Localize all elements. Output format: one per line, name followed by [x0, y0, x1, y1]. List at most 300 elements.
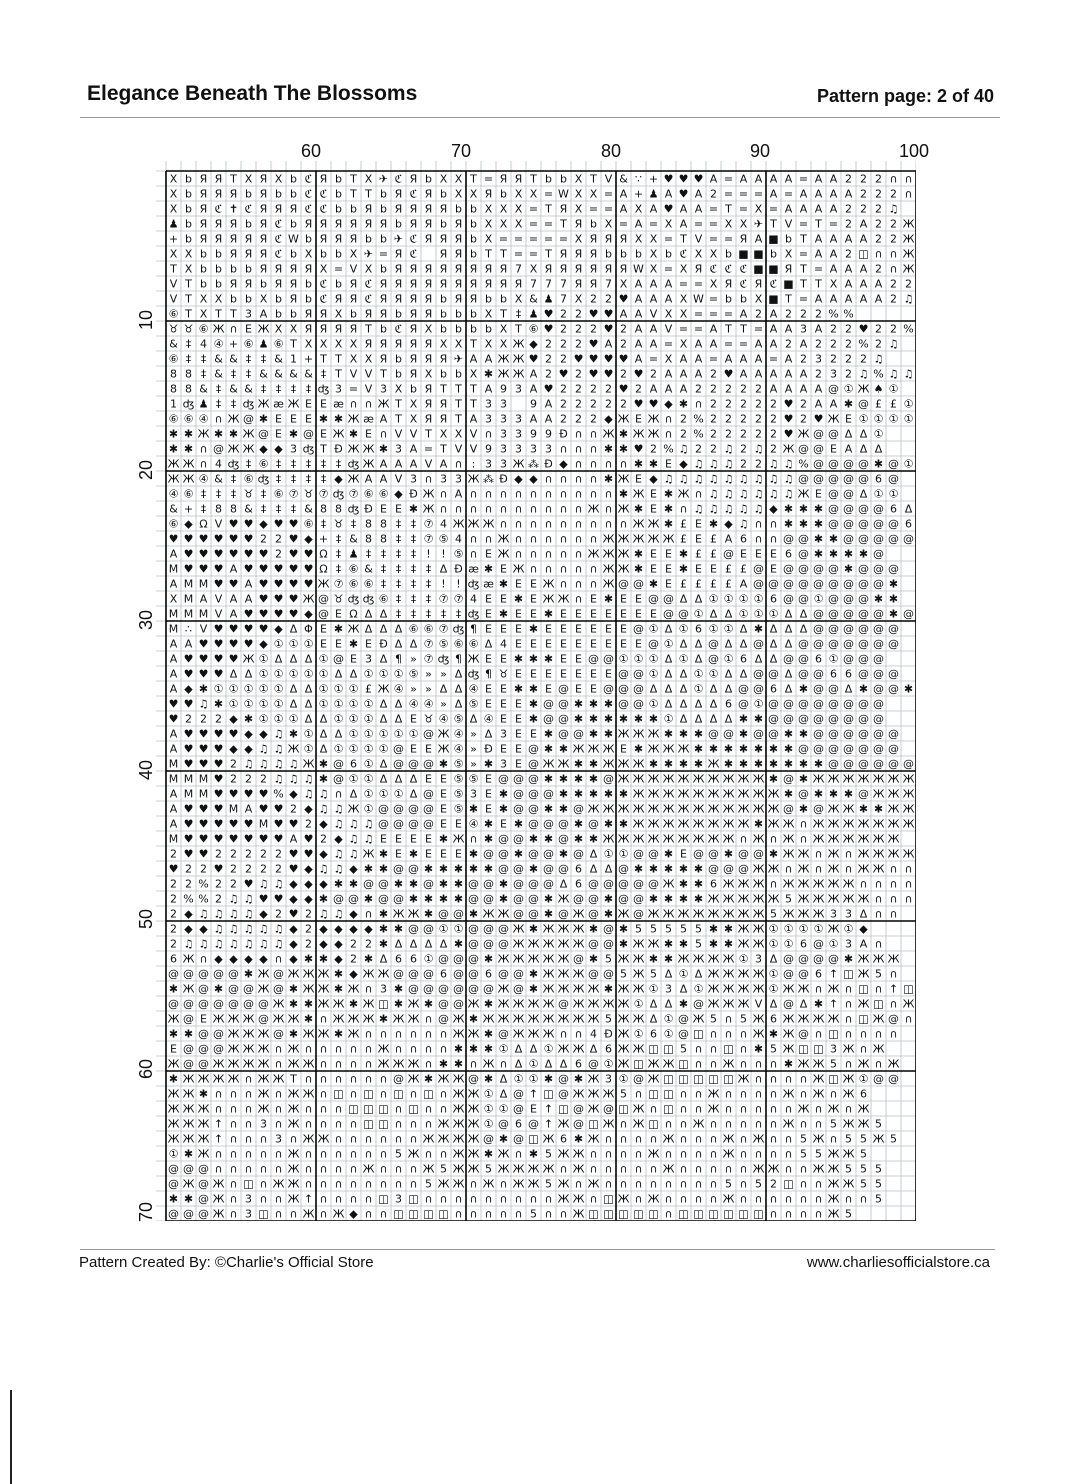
stitch-symbol: & [274, 353, 283, 366]
stitch-symbol: @ [513, 1133, 524, 1146]
stitch-symbol: X [440, 428, 448, 441]
stitch-symbol: ① [724, 623, 734, 636]
stitch-symbol: Я [200, 233, 208, 246]
stitch-symbol: Ж [408, 1073, 420, 1086]
stitch-symbol: ʤ [438, 653, 450, 666]
stitch-symbol: Ж [588, 803, 600, 816]
stitch-symbol: @ [318, 608, 329, 621]
stitch-symbol: Ж [768, 803, 780, 816]
stitch-symbol: @ [573, 848, 584, 861]
stitch-symbol: @ [798, 638, 809, 651]
stitch-symbol: ④ [199, 473, 209, 486]
stitch-symbol: ∩ [379, 1133, 387, 1146]
stitch-symbol: ∩ [679, 1133, 687, 1146]
stitch-symbol: 6 [395, 953, 402, 966]
stitch-symbol: ∩ [379, 1163, 387, 1176]
stitch-symbol: ✱ [589, 713, 598, 726]
stitch-symbol: ① [379, 743, 389, 756]
stitch-symbol: ↑ [544, 1118, 553, 1131]
stitch-symbol: Δ [290, 698, 298, 711]
stitch-symbol: ∩ [484, 428, 492, 441]
stitch-symbol: Δ [485, 728, 493, 741]
stitch-symbol: Δ [410, 773, 418, 786]
stitch-symbol: 6 [710, 878, 717, 891]
stitch-symbol: @ [798, 443, 809, 456]
stitch-symbol: Δ [440, 938, 448, 951]
stitch-symbol: ◆ [259, 728, 268, 741]
stitch-symbol: Ж [573, 1163, 585, 1176]
stitch-symbol: ∩ [484, 503, 492, 516]
stitch-symbol: = [799, 293, 808, 306]
stitch-symbol: @ [888, 638, 899, 651]
stitch-symbol: ✱ [799, 683, 808, 696]
stitch-symbol: & [229, 383, 238, 396]
stitch-symbol: T [379, 368, 387, 381]
stitch-symbol: £ [710, 533, 717, 546]
stitch-symbol: 5 [830, 1058, 837, 1071]
stitch-symbol: ♫ [724, 503, 734, 516]
stitch-symbol: ♥ [199, 548, 209, 561]
stitch-symbol: A [800, 368, 808, 381]
stitch-symbol: ① [709, 593, 719, 606]
stitch-symbol: ✱ [844, 953, 853, 966]
stitch-symbol: Δ [515, 1058, 523, 1071]
stitch-symbol: Ж [768, 818, 780, 831]
stitch-symbol: ① [694, 668, 704, 681]
stitch-symbol: Ж [573, 983, 585, 996]
stitch-symbol: Ж [903, 233, 915, 246]
stitch-symbol: @ [858, 458, 869, 471]
stitch-symbol: Ж [498, 983, 510, 996]
stitch-symbol: ✱ [544, 728, 553, 741]
stitch-symbol: Ж [378, 1058, 390, 1071]
stitch-symbol: Ж [558, 983, 570, 996]
stitch-symbol: ∩ [694, 1193, 702, 1206]
stitch-symbol: ① [334, 698, 344, 711]
stitch-symbol: ♥ [664, 173, 674, 186]
stitch-symbol: E [440, 818, 447, 831]
stitch-symbol: Ж [243, 1043, 255, 1056]
stitch-symbol: ∩ [484, 488, 492, 501]
stitch-symbol: ∩ [454, 1208, 462, 1221]
stitch-symbol: Я [455, 248, 463, 261]
stitch-symbol: E [200, 1013, 207, 1026]
stitch-symbol: ♥ [679, 188, 689, 201]
stitch-symbol: b [305, 278, 312, 291]
stitch-symbol: ⑦ [439, 593, 449, 606]
stitch-symbol: Ж [513, 1178, 525, 1191]
stitch-symbol: ∩ [529, 548, 537, 561]
stitch-symbol: Я [290, 293, 298, 306]
stitch-symbol: @ [603, 938, 614, 951]
stitch-symbol: ✱ [559, 803, 568, 816]
stitch-symbol: ■ [768, 263, 778, 276]
stitch-symbol: % [273, 788, 283, 801]
stitch-symbol: Ж [663, 1133, 675, 1146]
stitch-symbol: E [770, 548, 777, 561]
stitch-symbol: ∩ [889, 263, 897, 276]
stitch-symbol: ✱ [184, 428, 193, 441]
stitch-symbol: ♥ [289, 848, 299, 861]
stitch-symbol: ⑥ [169, 308, 179, 321]
stitch-symbol: A [650, 203, 658, 216]
stitch-symbol: ① [739, 593, 749, 606]
stitch-symbol: 3 [500, 728, 507, 741]
stitch-symbol: @ [633, 683, 644, 696]
stitch-symbol: Ж [363, 1013, 375, 1026]
stitch-symbol: 2 [725, 413, 732, 426]
stitch-symbol: T [184, 278, 192, 291]
stitch-symbol: 2 [620, 338, 627, 351]
stitch-symbol: ◫ [648, 1088, 658, 1101]
stitch-symbol: ① [484, 1088, 494, 1101]
stitch-symbol: æ [483, 578, 494, 591]
stitch-symbol: ✱ [364, 953, 373, 966]
stitch-symbol: Δ [500, 1073, 508, 1086]
stitch-symbol: ♫ [694, 473, 704, 486]
stitch-symbol: ‡ [306, 458, 312, 471]
stitch-symbol: E [500, 698, 507, 711]
stitch-symbol: Ж [633, 1103, 645, 1116]
stitch-symbol: @ [648, 638, 659, 651]
stitch-symbol: @ [393, 863, 404, 876]
stitch-symbol: V [365, 383, 373, 396]
stitch-symbol: Ж [513, 998, 525, 1011]
stitch-symbol: 2 [590, 398, 597, 411]
stitch-symbol: ∩ [559, 518, 567, 531]
stitch-symbol: @ [498, 1118, 509, 1131]
stitch-symbol: T [319, 353, 327, 366]
stitch-symbol: Я [320, 323, 328, 336]
stitch-symbol: ∩ [694, 1163, 702, 1176]
stitch-symbol: ∩ [904, 173, 912, 186]
stitch-symbol: ∩ [319, 1088, 327, 1101]
stitch-symbol: ✱ [394, 983, 403, 996]
stitch-symbol: ‡ [396, 548, 402, 561]
stitch-symbol: @ [273, 1028, 284, 1041]
stitch-symbol: Ж [483, 1058, 495, 1071]
stitch-symbol: ∩ [319, 1193, 327, 1206]
stitch-symbol: ♫ [229, 893, 239, 906]
stitch-symbol: ♥ [589, 308, 599, 321]
stitch-symbol: @ [543, 848, 554, 861]
stitch-symbol: @ [603, 1103, 614, 1116]
stitch-symbol: 2 [305, 818, 312, 831]
stitch-symbol: ◆ [214, 953, 223, 966]
stitch-symbol: Я [575, 278, 583, 291]
stitch-symbol: X [260, 293, 268, 306]
stitch-symbol: Δ [245, 668, 253, 681]
stitch-symbol: Ж [618, 473, 630, 486]
stitch-symbol: ♥ [259, 548, 269, 561]
stitch-symbol: ♫ [274, 923, 284, 936]
stitch-symbol: Я [605, 263, 613, 276]
stitch-symbol: ◆ [364, 923, 373, 936]
stitch-symbol: ♫ [364, 833, 374, 846]
stitch-symbol: 3 [245, 1208, 252, 1221]
stitch-symbol: = [709, 293, 718, 306]
stitch-symbol: X [740, 218, 748, 231]
stitch-symbol: ‡ [411, 518, 417, 531]
stitch-symbol: = [709, 233, 718, 246]
stitch-symbol: Ж [738, 878, 750, 891]
stitch-symbol: ʤ [348, 503, 360, 516]
stitch-symbol: Я [590, 248, 598, 261]
stitch-symbol: ✱ [484, 863, 493, 876]
stitch-symbol: A [230, 608, 238, 621]
stitch-symbol: ✱ [544, 833, 553, 846]
stitch-symbol: ① [319, 653, 329, 666]
stitch-symbol: @ [318, 593, 329, 606]
stitch-symbol: Ж [573, 1208, 585, 1221]
stitch-symbol: @ [198, 998, 209, 1011]
stitch-symbol: ∩ [529, 563, 537, 576]
stitch-symbol: @ [378, 878, 389, 891]
stitch-symbol: E [500, 563, 507, 576]
stitch-symbol: Δ [230, 668, 238, 681]
stitch-symbol: b [230, 263, 237, 276]
stitch-symbol: ℭ [320, 278, 328, 291]
stitch-symbol: ∩ [769, 833, 777, 846]
stitch-symbol: 5 [665, 923, 672, 936]
stitch-symbol: @ [453, 983, 464, 996]
stitch-symbol: E [305, 398, 312, 411]
stitch-symbol: b [470, 248, 477, 261]
stitch-symbol: ∩ [784, 1133, 792, 1146]
stitch-symbol: 2 [875, 203, 882, 216]
stitch-symbol: W [633, 263, 644, 276]
stitch-symbol: ∩ [559, 1208, 567, 1221]
stitch-symbol: X [440, 338, 448, 351]
stitch-symbol: Я [410, 218, 418, 231]
stitch-symbol: ∩ [574, 1178, 582, 1191]
stitch-symbol: ✱ [484, 818, 493, 831]
stitch-symbol: ① [259, 713, 269, 726]
stitch-symbol: ④ [484, 713, 494, 726]
stitch-symbol: ♥ [259, 578, 269, 591]
stitch-symbol: ∩ [664, 1178, 672, 1191]
stitch-symbol: b [350, 308, 357, 321]
stitch-symbol: ① [664, 713, 674, 726]
stitch-symbol: ∩ [439, 1028, 447, 1041]
stitch-symbol: ∩ [244, 1118, 252, 1131]
stitch-symbol: = [799, 173, 808, 186]
stitch-symbol: 6 [770, 593, 777, 606]
pattern-credit: Pattern Created By: ©Charlie's Official Store [79, 1254, 374, 1271]
stitch-symbol: E [590, 593, 597, 606]
stitch-symbol: ∩ [214, 1103, 222, 1116]
stitch-symbol: Δ [680, 638, 688, 651]
stitch-symbol: b [785, 233, 792, 246]
stitch-symbol: ✱ [499, 878, 508, 891]
stitch-symbol: ① [274, 713, 284, 726]
stitch-symbol: ℭ [365, 278, 373, 291]
stitch-symbol: Ж [903, 848, 915, 861]
stitch-symbol: Δ [770, 623, 778, 636]
stitch-symbol: Δ [380, 608, 388, 621]
stitch-symbol: ① [304, 638, 314, 651]
stitch-symbol: ✱ [679, 758, 688, 771]
stitch-symbol: Ж [723, 953, 735, 966]
stitch-symbol: ◫ [663, 1073, 673, 1086]
stitch-symbol: M [184, 773, 194, 786]
stitch-symbol: E [320, 398, 327, 411]
stitch-symbol: ∩ [304, 1148, 312, 1161]
stitch-symbol: Ж [813, 773, 825, 786]
stitch-symbol: Δ [560, 878, 568, 891]
stitch-symbol: Я [425, 233, 433, 246]
stitch-symbol: 2 [575, 383, 582, 396]
stitch-symbol: 3 [830, 908, 837, 921]
stitch-symbol: ¶ [470, 623, 477, 636]
stitch-symbol: V [365, 368, 373, 381]
stitch-symbol: 2 [260, 533, 267, 546]
stitch-symbol: ∩ [439, 1043, 447, 1056]
stitch-symbol: ∩ [469, 548, 477, 561]
stitch-symbol: Δ [770, 638, 778, 651]
stitch-symbol: Ж [753, 983, 765, 996]
stitch-symbol: Ж [708, 818, 720, 831]
stitch-symbol: ① [814, 593, 824, 606]
stitch-symbol: = [604, 188, 613, 201]
stitch-symbol: Ж [828, 818, 840, 831]
stitch-symbol: ∩ [574, 458, 582, 471]
stitch-symbol: Ж [588, 1073, 600, 1086]
stitch-symbol: X [335, 338, 343, 351]
stitch-symbol: E [695, 518, 702, 531]
stitch-symbol: ◆ [289, 953, 298, 966]
stitch-symbol: ✱ [529, 653, 538, 666]
stitch-symbol: Ж [798, 983, 810, 996]
stitch-symbol: ✱ [574, 698, 583, 711]
stitch-symbol: E [515, 728, 522, 741]
stitch-symbol: Я [620, 263, 628, 276]
stitch-symbol: ◫ [378, 998, 388, 1011]
stitch-symbol: 2 [230, 758, 237, 771]
stitch-symbol: ✱ [289, 983, 298, 996]
stitch-symbol: ∩ [574, 548, 582, 561]
stitch-symbol: b [500, 188, 507, 201]
stitch-symbol: ‡ [396, 533, 402, 546]
stitch-symbol: Я [200, 188, 208, 201]
stitch-symbol: @ [798, 593, 809, 606]
stitch-symbol: Ж [588, 1013, 600, 1026]
stitch-symbol: ✱ [679, 728, 688, 741]
stitch-symbol: ∩ [334, 1103, 342, 1116]
stitch-symbol: Ж [738, 818, 750, 831]
stitch-symbol: ✱ [619, 488, 628, 501]
stitch-symbol: @ [198, 983, 209, 996]
stitch-symbol: X [170, 173, 178, 186]
stitch-symbol: M [184, 788, 194, 801]
stitch-symbol: @ [558, 833, 569, 846]
stitch-symbol: 3 [470, 788, 477, 801]
stitch-symbol: W [693, 293, 704, 306]
stitch-symbol: A [665, 293, 673, 306]
stitch-symbol: @ [888, 458, 899, 471]
store-url[interactable]: www.charliesofficialstore.ca [807, 1254, 990, 1271]
stitch-symbol: @ [483, 848, 494, 861]
stitch-symbol: ∩ [769, 1118, 777, 1131]
stitch-symbol: Ɖ [604, 1028, 613, 1041]
stitch-symbol: @ [843, 728, 854, 741]
stitch-symbol: M [229, 803, 239, 816]
stitch-symbol: 6 [740, 653, 747, 666]
stitch-symbol: 3 [395, 1193, 402, 1206]
stitch-symbol: b [665, 248, 672, 261]
stitch-symbol: ✈ [754, 218, 763, 231]
stitch-symbol: A [650, 293, 658, 306]
stitch-symbol: V [605, 173, 613, 186]
stitch-symbol: @ [753, 578, 764, 591]
stitch-symbol: ♥ [784, 398, 794, 411]
stitch-symbol: X [665, 218, 673, 231]
stitch-symbol: X [725, 218, 733, 231]
stitch-symbol: Ж [498, 1163, 510, 1176]
stitch-symbol: ⑦ [319, 488, 329, 501]
stitch-symbol: T [469, 398, 477, 411]
stitch-symbol: ∩ [709, 1058, 717, 1071]
stitch-symbol: E [515, 743, 522, 756]
stitch-symbol: Ж [573, 1193, 585, 1206]
stitch-symbol: 3 [395, 443, 402, 456]
stitch-symbol: @ [558, 698, 569, 711]
stitch-symbol: Я [455, 233, 463, 246]
stitch-symbol: ✱ [484, 1148, 493, 1161]
stitch-symbol: ⑥ [349, 578, 359, 591]
stitch-symbol: b [275, 188, 282, 201]
stitch-symbol: ① [889, 488, 899, 501]
stitch-symbol: = [724, 173, 733, 186]
stitch-symbol: Ж [768, 863, 780, 876]
stitch-symbol: Ж [498, 368, 510, 381]
stitch-symbol: ✱ [604, 593, 613, 606]
stitch-symbol: ∩ [769, 1103, 777, 1116]
stitch-symbol: = [724, 308, 733, 321]
stitch-symbol: E [650, 608, 657, 621]
stitch-symbol: @ [873, 518, 884, 531]
stitch-symbol: Ж [513, 458, 525, 471]
stitch-symbol: 3 [830, 1043, 837, 1056]
stitch-symbol: T [559, 218, 567, 231]
stitch-symbol: ℭ [710, 263, 718, 276]
stitch-symbol: @ [858, 398, 869, 411]
stitch-symbol: A [695, 188, 703, 201]
stitch-symbol: ∩ [349, 1163, 357, 1176]
stitch-symbol: 5 [770, 1043, 777, 1056]
stitch-symbol: ♫ [244, 938, 254, 951]
stitch-symbol: X [215, 293, 223, 306]
stitch-symbol: 2 [890, 233, 897, 246]
stitch-symbol: ✱ [769, 758, 778, 771]
stitch-symbol: @ [813, 443, 824, 456]
stitch-symbol: @ [558, 728, 569, 741]
stitch-symbol: @ [798, 563, 809, 576]
stitch-symbol: ✱ [619, 713, 628, 726]
stitch-symbol: ♫ [724, 458, 734, 471]
stitch-symbol: = [529, 248, 538, 261]
stitch-symbol: ⑥ [169, 353, 179, 366]
stitch-symbol: @ [468, 1073, 479, 1086]
stitch-symbol: ◫ [783, 1178, 793, 1191]
stitch-symbol: ♫ [214, 938, 224, 951]
stitch-symbol: ∩ [514, 503, 522, 516]
stitch-symbol: = [544, 218, 553, 231]
stitch-symbol: @ [543, 818, 554, 831]
stitch-symbol: Ж [633, 1043, 645, 1056]
stitch-symbol: E [530, 1103, 537, 1116]
stitch-symbol: ℭ [770, 278, 778, 291]
